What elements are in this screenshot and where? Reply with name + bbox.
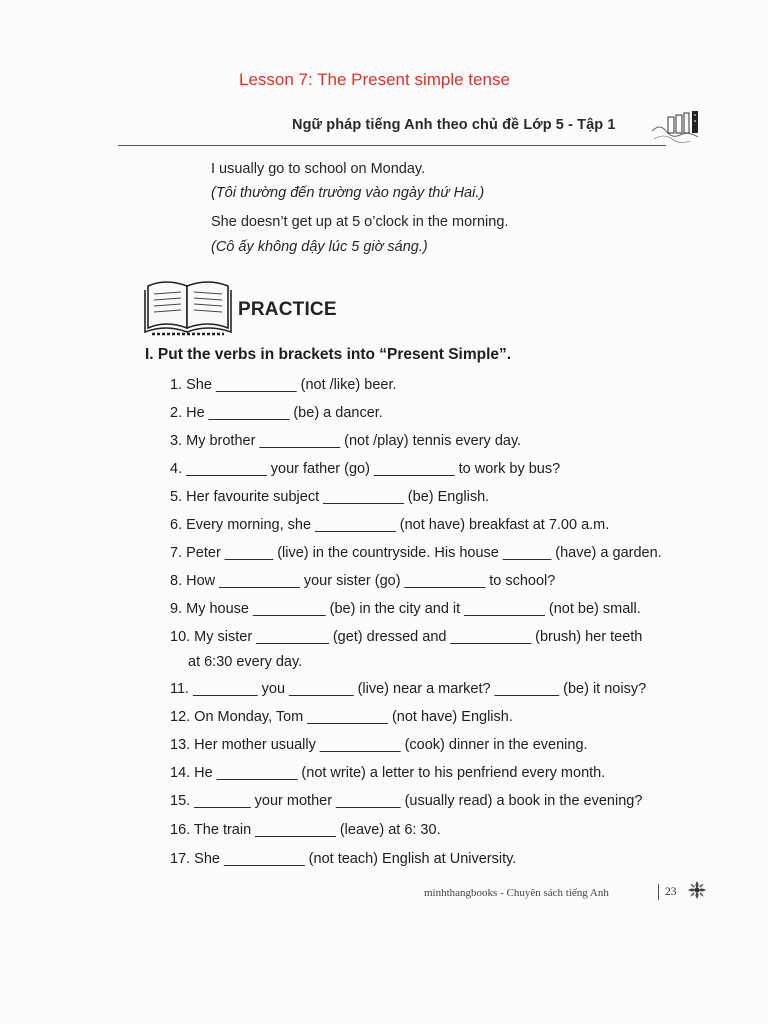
- question-item-continued: at 6:30 every day.: [188, 654, 303, 670]
- question-item: 14. He __________ (not write) a letter to his penfriend every month.: [170, 765, 606, 781]
- open-book-icon: [142, 276, 234, 343]
- question-item: 10. My sister _________ (get) dressed and __________ (brush) her teeth: [170, 629, 643, 645]
- question-item: 17. She __________ (not teach) English at University.: [170, 851, 517, 867]
- question-item: 12. On Monday, Tom __________ (not have) English.: [170, 709, 513, 725]
- header-divider: [118, 145, 666, 146]
- question-item: 11. ________ you ________ (live) near a market? ________ (be) it noisy?: [170, 681, 647, 697]
- question-item: 8. How __________ your sister (go) __________ to school?: [170, 573, 556, 589]
- question-item: 13. Her mother usually __________ (cook) dinner in the evening.: [170, 737, 588, 753]
- question-item: 1. She __________ (not /like) beer.: [170, 377, 397, 393]
- exercise-instruction: I. Put the verbs in brackets into “Present Simple”.: [145, 346, 512, 363]
- page-number: 23: [665, 886, 677, 898]
- question-item: 5. Her favourite subject __________ (be) English.: [170, 489, 490, 505]
- books-doodle-icon: [650, 105, 708, 154]
- example-sentence: She doesn’t get up at 5 o’clock in the morning.: [211, 214, 509, 230]
- question-item: 2. He __________ (be) a dancer.: [170, 405, 383, 421]
- example-translation: (Tôi thường đến trường vào ngày thứ Hai.): [211, 185, 485, 201]
- practice-title: PRACTICE: [238, 299, 337, 320]
- lesson-title: Lesson 7: The Present simple tense: [239, 70, 510, 89]
- question-item: 6. Every morning, she __________ (not have) breakfast at 7.00 a.m.: [170, 517, 610, 533]
- example-translation: (Cô ấy không dậy lúc 5 giờ sáng.): [211, 239, 428, 255]
- question-item: 16. The train __________ (leave) at 6: 30.: [170, 822, 441, 838]
- book-series-header: Ngữ pháp tiếng Anh theo chủ đề Lớp 5 - Tập 1: [292, 117, 616, 133]
- question-item: 3. My brother __________ (not /play) tennis every day.: [170, 433, 522, 449]
- question-item: 9. My house _________ (be) in the city and it __________ (not be) small.: [170, 601, 641, 617]
- footer-divider: [658, 884, 659, 900]
- question-item: 15. _______ your mother ________ (usually read) a book in the evening?: [170, 793, 643, 809]
- question-item: 4. __________ your father (go) __________ to work by bus?: [170, 461, 561, 477]
- flower-ornament-icon: [687, 880, 707, 905]
- example-sentence: I usually go to school on Monday.: [211, 161, 426, 177]
- publisher-footer: minhthangbooks - Chuyên sách tiếng Anh: [424, 887, 609, 899]
- question-item: 7. Peter ______ (live) in the countryside. His house ______ (have) a garden.: [170, 545, 662, 561]
